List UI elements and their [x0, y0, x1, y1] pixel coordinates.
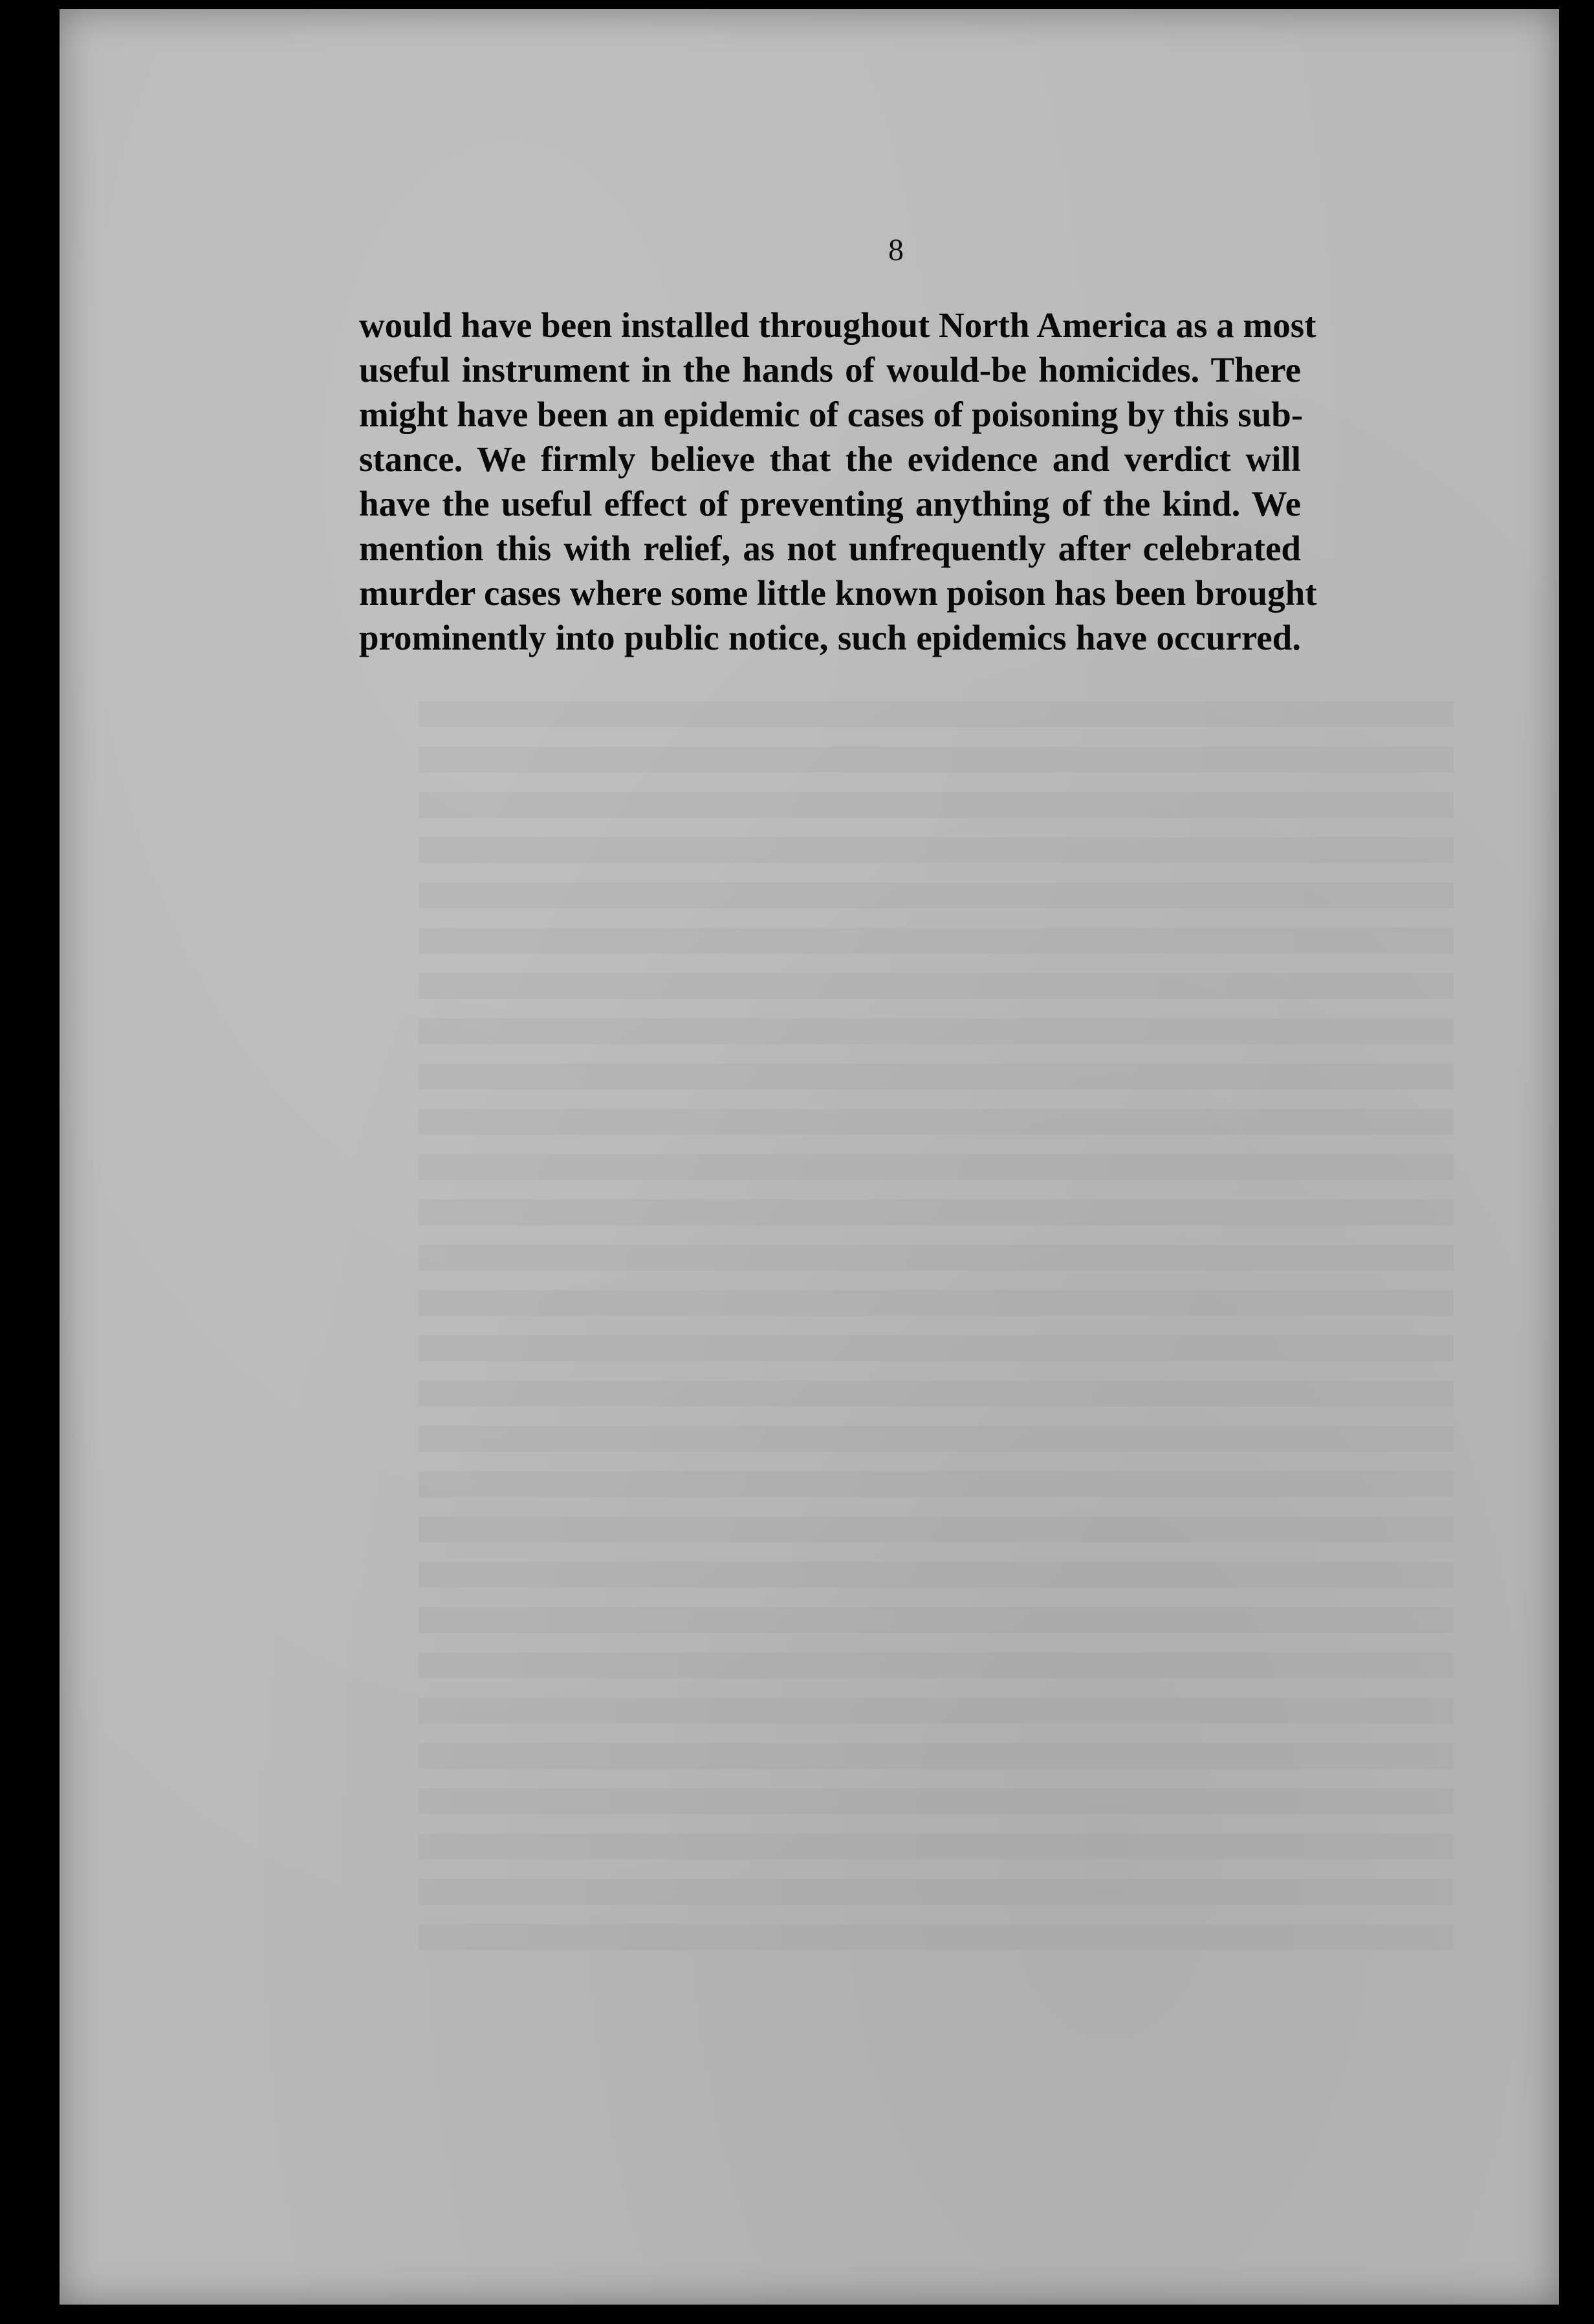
text-line: would have been installed throughout North America as a most: [359, 305, 1316, 345]
text-line: mention this with relief, as not unfrequently after celebrated: [359, 529, 1301, 568]
text-line: useful instrument in the hands of would-be homicides. There: [359, 350, 1301, 389]
text-line: prominently into public notice, such epidemics have occurred.: [359, 618, 1301, 657]
text-line: might have been an epidemic of cases of poisoning by this sub-: [359, 395, 1304, 434]
text-line: stance. We firmly believe that the evidence and verdict will: [359, 439, 1301, 479]
reverse-side-bleed-through: [419, 701, 1454, 1969]
text-line: murder cases where some little known poison has been brought: [359, 573, 1317, 613]
page-number: 8: [888, 233, 904, 267]
text-line: have the useful effect of preventing anything of the kind. We: [359, 484, 1301, 523]
body-paragraph: [359, 303, 1317, 660]
